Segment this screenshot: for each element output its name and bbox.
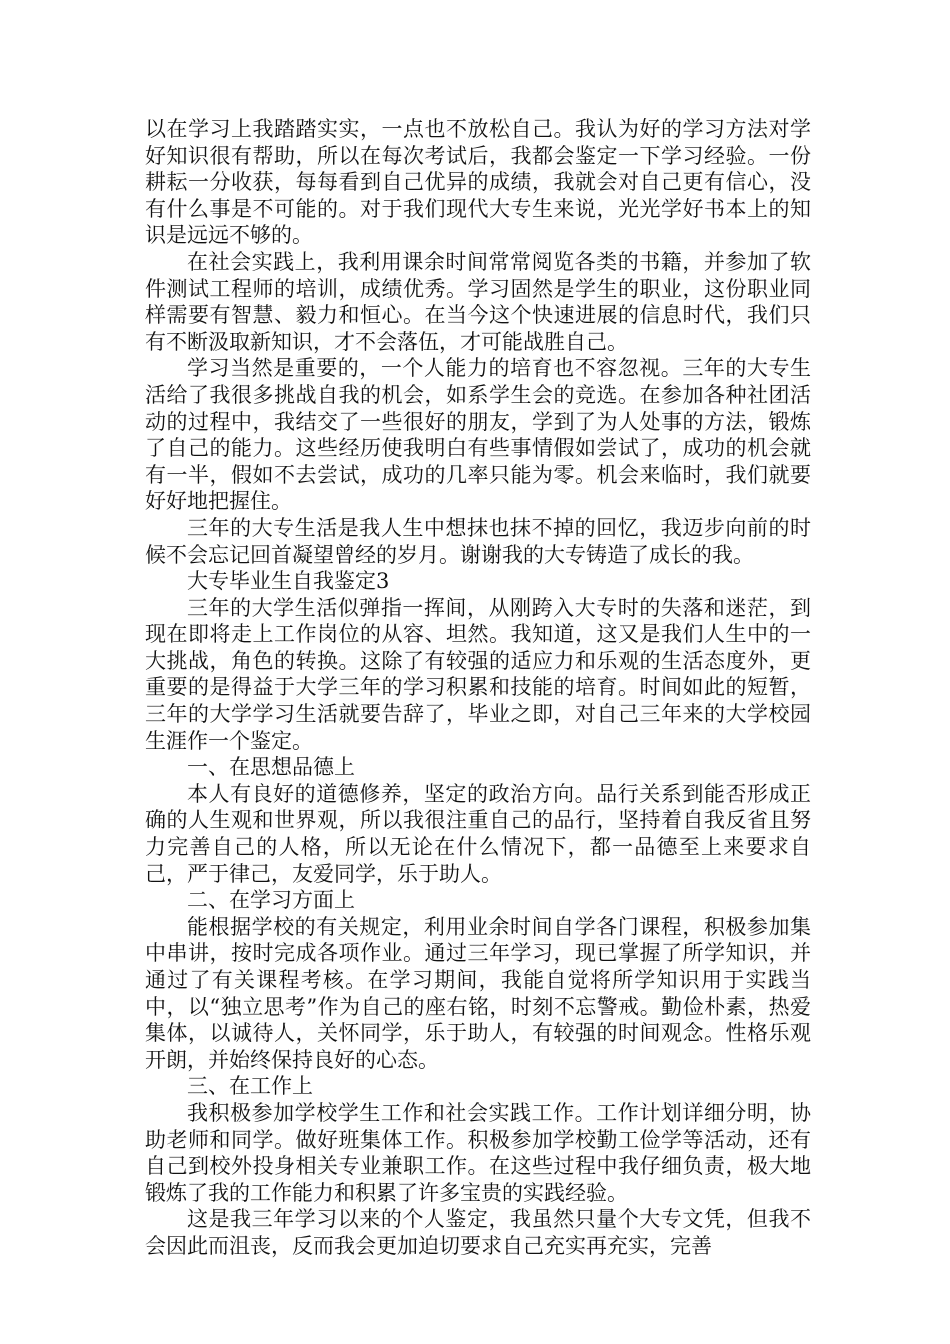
paragraph-study-continuation: 以在学习上我踏踏实实，一点也不放松自己。我认为好的学习方法对学好知识很有帮助，所以在每次考试后，我都会鉴定一下学习经验。一份耕耘一分收获，每每看到自己优异的成绩，我就会对自己更有信心，没有什么事是不可能的。对于我们现代大专生来说，光光学好书本上的知识是远远不够的。 (145, 117, 811, 248)
paragraph-work: 我积极参加学校学生工作和社会实践工作。工作计划详细分明，协助老师和同学。做好班集体工作。积极参加学校勤工俭学等活动，还有自己到校外投身相关专业兼职工作。在这些过程中我仔细负责，极大地锻炼了我的工作能力和积累了许多宝贵的实践经验。 (145, 1100, 811, 1205)
paragraph-study: 能根据学校的有关规定，利用业余时间自学各门课程，积极参加集中串讲，按时完成各项作业。通过三年学习，现已掌握了所学知识，并通过了有关课程考核。在学习期间，我能自觉将所学知识用于实践当中，以“独立思考”作为自己的座右铭，时刻不忘警戒。勤俭朴素，热爱集体，以诚待人，关怀同学，乐于助人，有较强的时间观念。性格乐观开朗，并始终保持良好的心态。 (145, 914, 811, 1072)
heading-work: 三、在工作上 (187, 1074, 313, 1099)
paragraph-three-years-intro: 三年的大学生活似弹指一挥间，从刚跨入大专时的失落和迷茫，到现在即将走上工作岗位的从容、坦然。我知道，这又是我们人生中的一大挑战，角色的转换。这除了有较强的适应力和乐观的生活态度外，更重要的是得益于大学三年的学习积累和技能的培育。时间如此的短暂，三年的大学学习生活就要告辞了，毕业之即，对自己三年来的大学校园生涯作一个鉴定。 (145, 595, 811, 753)
heading-moral-character: 一、在思想品德上 (187, 755, 355, 780)
document-page (145, 116, 811, 1260)
paragraph-ability-training: 学习当然是重要的，一个人能力的培育也不容忽视。三年的大专生活给了我很多挑战自我的机会，如系学生会的竞选。在参加各种社团活动的过程中，我结交了一些很好的朋友，学到了为人处事的方法，锻炼了自己的能力。这些经历使我明白有些事情假如尝试了，成功的机会就有一半，假如不去尝试，成功的几率只能为零。机会来临时，我们就要好好地把握住。 (145, 356, 811, 514)
paragraph-moral-character: 本人有良好的道德修养，坚定的政治方向。品行关系到能否形成正确的人生观和世界观，所以我很注重自己的品行，坚持着自我反省且努力完善自己的人格，所以无论在什么情况下，都一品德至上来要求自己，严于律己，友爱同学，乐于助人。 (145, 781, 811, 886)
paragraph-social-practice: 在社会实践上，我利用课余时间常常阅览各类的书籍，并参加了软件测试工程师的培训，成绩优秀。学习固然是学生的职业，这份职业同样需要有智慧、毅力和恒心。在当今这个快速进展的信息时代，我们只有不断汲取新知识，才不会落伍，才可能战胜自己。 (145, 249, 811, 354)
paragraph-conclusion: 这是我三年学习以来的个人鉴定，我虽然只量个大专文凭，但我不会因此而沮丧，反而我会更加迫切要求自己充实再充实，完善 (145, 1207, 811, 1258)
section-title-self-appraisal-3: 大专毕业生自我鉴定3 (187, 569, 390, 594)
paragraph-college-memories: 三年的大专生活是我人生中想抹也抹不掉的回忆，我迈步向前的时候不会忘记回首凝望曾经的岁月。谢谢我的大专铸造了成长的我。 (145, 515, 811, 567)
heading-study: 二、在学习方面上 (187, 888, 355, 913)
